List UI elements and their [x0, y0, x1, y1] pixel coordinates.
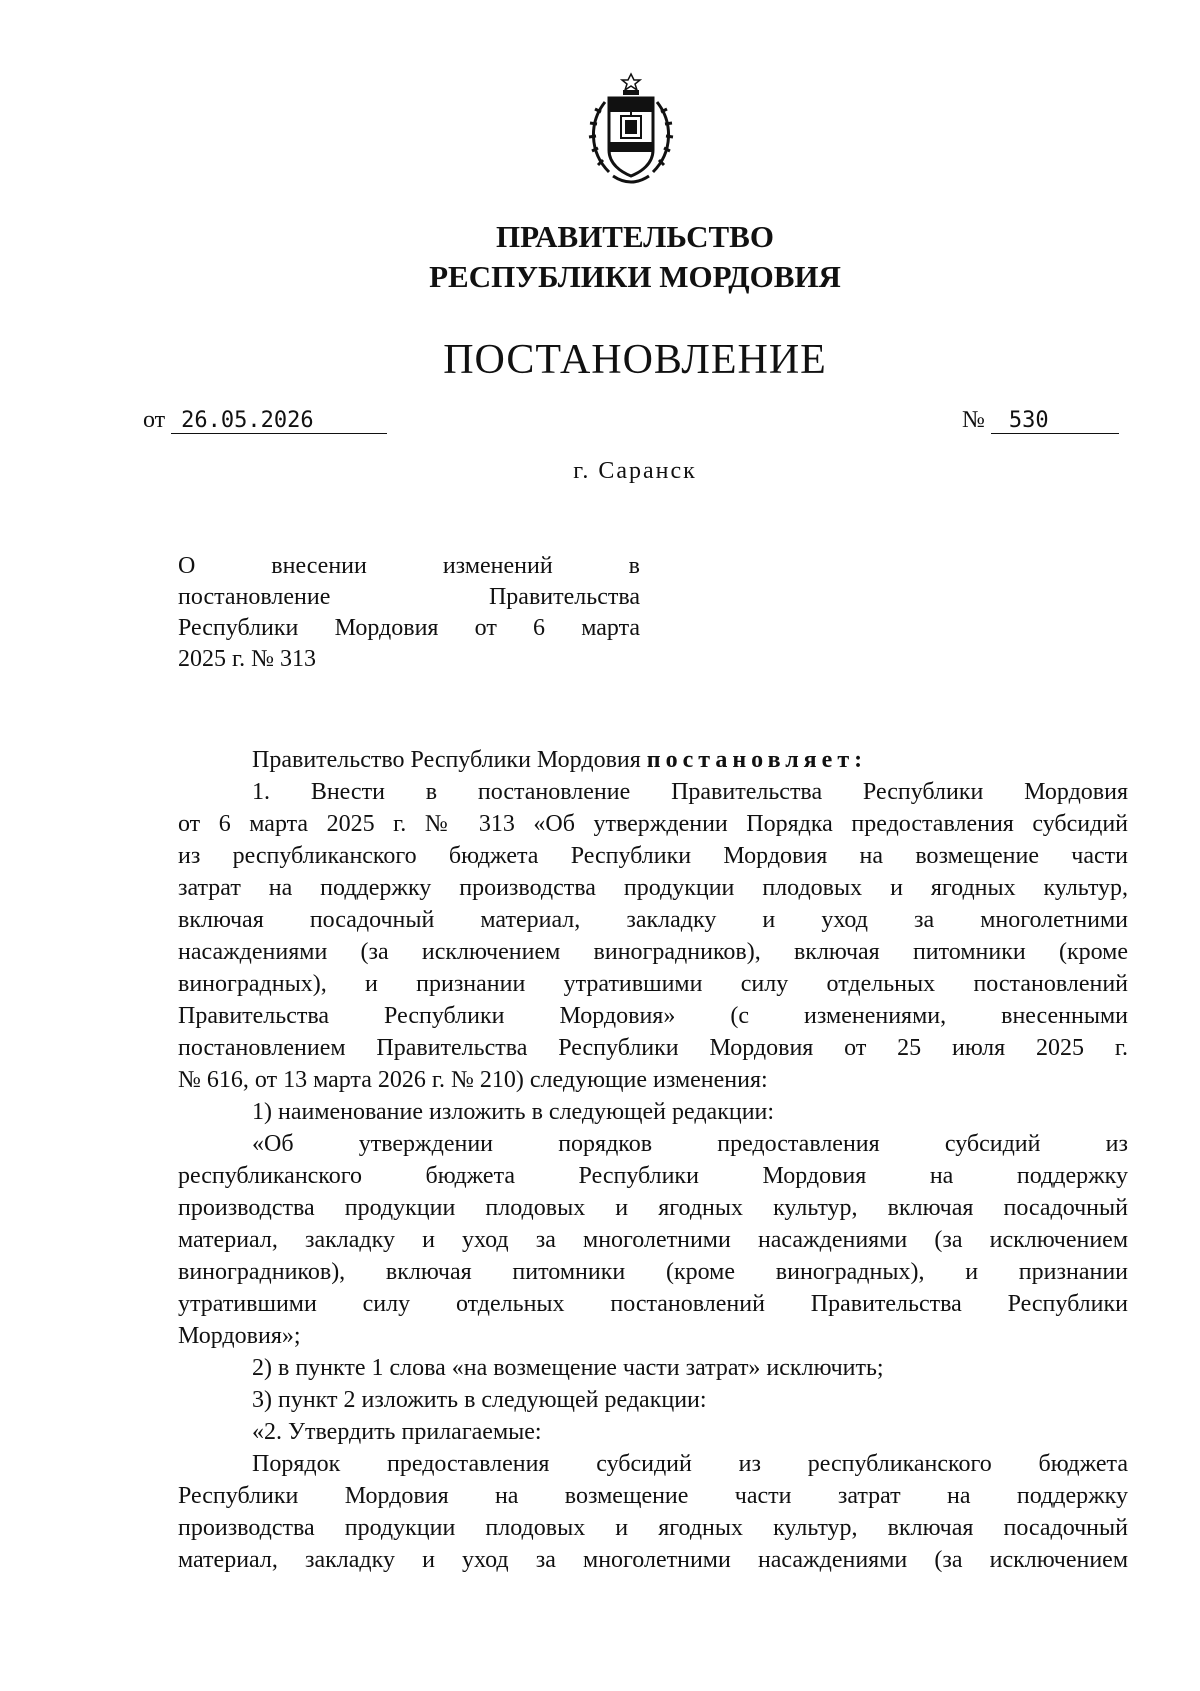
- body-line: «Об утверждении порядков предоставления субсидий из: [252, 1131, 1128, 1157]
- intro-line: [178, 744, 1128, 776]
- number-prefix: №: [962, 407, 985, 433]
- body-line: «2. Утвердить прилагаемые:: [252, 1419, 542, 1445]
- organization-name-line2: РЕСПУБЛИКИ МОРДОВИЯ: [429, 259, 841, 294]
- body-line: 2) в пункте 1 слова «на возмещение части затрат» исключить;: [252, 1355, 884, 1381]
- body-line: включая посадочный материал, закладку и уход за многолетними: [178, 907, 1128, 933]
- intro-text: Правительство Республики Мордовия: [252, 747, 641, 773]
- organization-name-line1: ПРАВИТЕЛЬСТВО: [496, 219, 774, 254]
- body-line: Мордовия»;: [178, 1323, 301, 1349]
- date-value: 26.05.2026: [171, 409, 387, 434]
- coat-of-arms-icon: [583, 72, 679, 192]
- subject-line: Республики Мордовия от 6 марта: [178, 615, 640, 641]
- body-line: производства продукции плодовых и ягодных культур, включая посадочный: [178, 1515, 1128, 1541]
- body-line: Республики Мордовия на возмещение части затрат на поддержку: [178, 1483, 1128, 1509]
- body-line: № 616, от 13 марта 2026 г. № 210) следующие изменения:: [178, 1067, 768, 1093]
- body-line: от 6 марта 2025 г. № 313 «Об утверждении Порядка предоставления субсидий: [178, 811, 1128, 837]
- body-line: республиканского бюджета Республики Мордовия на поддержку: [178, 1163, 1128, 1189]
- body-line: постановлением Правительства Республики Мордовия от 25 июля 2025 г.: [178, 1035, 1128, 1061]
- body-line: Правительства Республики Мордовия» (с изменениями, внесенными: [178, 1003, 1128, 1029]
- body-line: материал, закладку и уход за многолетними насаждениями (за исключением: [178, 1547, 1128, 1573]
- subject-line: 2025 г. № 313: [178, 646, 317, 672]
- date-prefix: от: [143, 407, 166, 433]
- number-value: 530: [991, 409, 1119, 434]
- document-body: [178, 744, 1128, 1576]
- body-line: 1. Внести в постановление Правительства Республики Мордовия: [252, 779, 1128, 805]
- body-line: утратившими силу отдельных постановлений Правительства Республики: [178, 1291, 1128, 1317]
- number-row: [962, 407, 1119, 434]
- document-subject: [178, 551, 640, 675]
- subject-line: постановление Правительства: [178, 584, 640, 610]
- intro-verb: постановляет:: [646, 747, 868, 773]
- body-line: виноградников), включая питомники (кроме виноградных), и признании: [178, 1259, 1128, 1285]
- date-row: [143, 407, 387, 434]
- body-line: 3) пункт 2 изложить в следующей редакции:: [252, 1387, 707, 1413]
- body-line: затрат на поддержку производства продукции плодовых и ягодных культур,: [178, 875, 1128, 901]
- document-type: ПОСТАНОВЛЕНИЕ: [443, 337, 827, 383]
- body-line: из республиканского бюджета Республики Мордовия на возмещение части: [178, 843, 1128, 869]
- body-line: производства продукции плодовых и ягодных культур, включая посадочный: [178, 1195, 1128, 1221]
- subject-line: О внесении изменений в: [178, 553, 640, 579]
- body-line: Порядок предоставления субсидий из республиканского бюджета: [252, 1451, 1128, 1477]
- body-line: виноградных), и признании утратившими силу отдельных постановлений: [178, 971, 1128, 997]
- city: г. Саранск: [573, 458, 697, 484]
- body-line: 1) наименование изложить в следующей редакции:: [252, 1099, 775, 1125]
- body-line: насаждениями (за исключением виноградников), включая питомники (кроме: [178, 939, 1128, 965]
- body-line: материал, закладку и уход за многолетними насаждениями (за исключением: [178, 1227, 1128, 1253]
